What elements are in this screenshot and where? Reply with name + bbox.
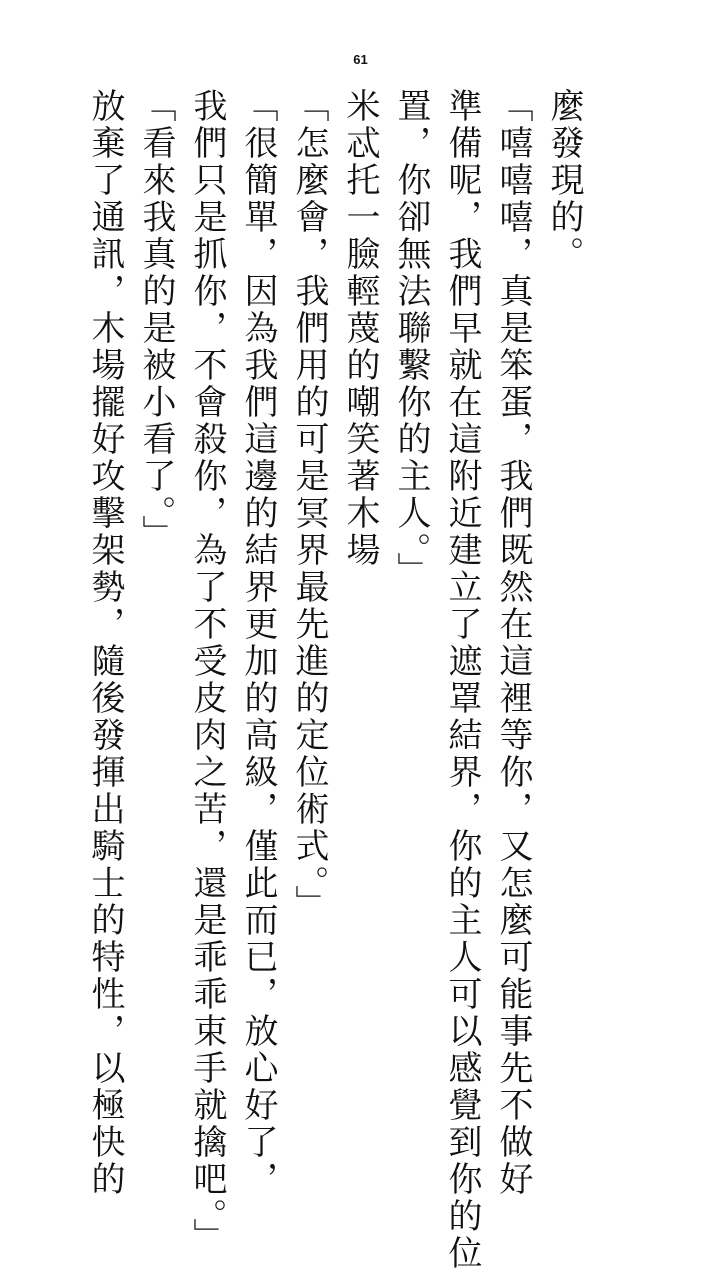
text-line: 「看來我真的是被小看了。」 <box>136 88 176 552</box>
text-line: 準備呢，我們早就在這附近建立了遮罩結界，你的主人可以感覺到你的位 <box>442 88 482 1272</box>
body-text <box>79 88 589 1272</box>
text-line: 我們只是抓你，不會殺你，為了不受皮肉之苦，還是乖乖束手就擒吧。」 <box>187 88 227 1255</box>
text-line: 「嘻嘻嘻，真是笨蛋，我們既然在這裡等你，又怎麼可能事先不做好 <box>493 88 533 1198</box>
text-line: 麼發現的。 <box>544 88 584 273</box>
text-line: 置，你卻無法聯繫你的主人。」 <box>391 88 431 589</box>
text-line: 放棄了通訊，木場擺好攻擊架勢，隨後發揮出騎士的特性，以極快的 <box>85 88 125 1198</box>
text-line: 米忒托一臉輕蔑的嘲笑著木場 <box>340 88 380 569</box>
text-line: 「怎麼會，我們用的可是冥界最先進的定位術式。」 <box>289 88 329 922</box>
page-number: 61 <box>353 52 368 67</box>
text-line: 「很簡單，因為我們這邊的結界更加的高級，僅此而已，放心好了， <box>238 88 278 1198</box>
